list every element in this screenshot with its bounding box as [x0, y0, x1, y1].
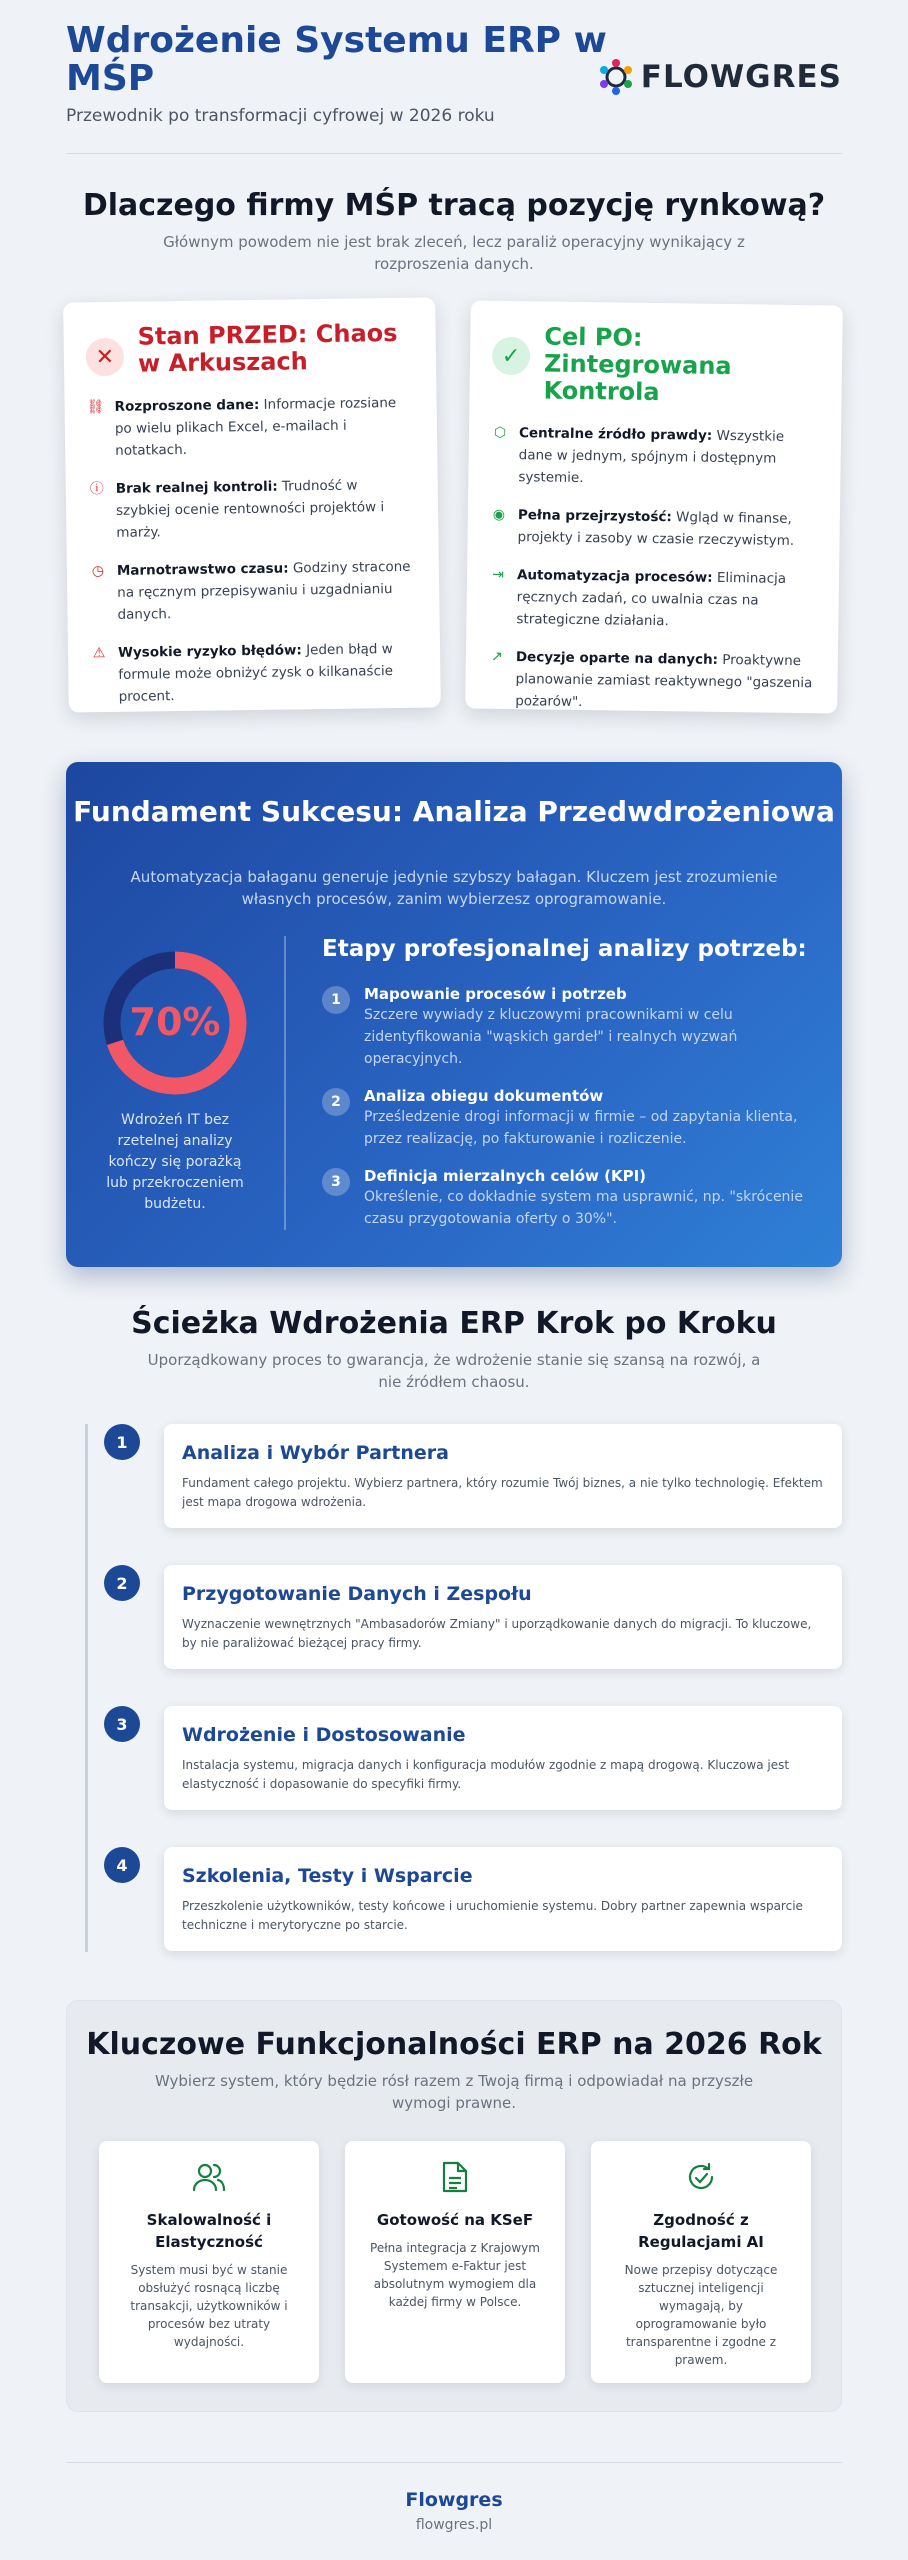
- timeline-step-number: 4: [104, 1847, 140, 1883]
- after-item-text: Eliminacja ręcznych zadań, co uwalnia czas na strategiczne działania.: [516, 569, 787, 630]
- after-item-label: Pełna przejrzystość:: [517, 507, 672, 526]
- analysis-step: [322, 984, 812, 1070]
- stat-caption: Wdrożeń IT bez rzetelnej analizy kończy się porażką lub przekroczeniem budżetu.: [106, 1112, 244, 1212]
- trending-up-icon: ↗: [490, 648, 503, 665]
- after-card: [465, 300, 843, 713]
- feature-desc: Pełna integracja z Krajowym Systemem e-Faktur jest absolutnym wymogiem dla każdej firmy w Polsce.: [370, 2241, 540, 2309]
- timeline-card-desc: Instalacja systemu, migracja danych i konfiguracja modułów zgodnie z mapą drogową. Kluczowa jest elastyczność i dopasowanie do specyfiki firmy.: [182, 1758, 790, 1791]
- timeline-card-desc: Fundament całego projektu. Wybierz partnera, który rozumie Twój biznes, a nie tylko technologię. Efektem jest mapa drogowa wdrożenia.: [182, 1476, 823, 1509]
- after-item: [487, 646, 816, 717]
- before-item-label: Rozproszone dane:: [114, 396, 260, 415]
- page-title: Wdrożenie Systemu ERP w MŚP: [66, 20, 607, 99]
- timeline-card-desc: Wyznaczenie wewnętrznych "Ambasadorów Zmiany" i uporządkowanie danych do migracji. To kluczowe, by nie paraliżować bieżącej pracy firmy.: [182, 1617, 812, 1650]
- users-icon: [115, 2161, 303, 2193]
- before-item: [90, 638, 419, 709]
- timeline-card-title: Analiza i Wybór Partnera: [182, 1442, 449, 1464]
- timeline-step-number: 2: [104, 1565, 140, 1601]
- features-title: Kluczowe Funkcjonalności ERP na 2026 Rok: [86, 2027, 822, 2062]
- brand-logo[interactable]: [595, 56, 842, 98]
- before-item-label: Brak realnej kontroli:: [115, 478, 278, 497]
- feature-desc: Nowe przepisy dotyczące sztucznej inteligencji wymagają, by oprogramowanie było transparentne i zgodne z prawem.: [624, 2263, 778, 2367]
- analysis-step: [322, 1086, 812, 1150]
- timeline-card: [164, 1565, 842, 1669]
- cube-icon: ⬡: [493, 424, 507, 441]
- analysis-step: [322, 1166, 812, 1230]
- close-icon: ✕: [86, 338, 125, 377]
- features-section: [66, 2000, 842, 2412]
- step-number: 1: [322, 986, 350, 1014]
- page-footer: [66, 2462, 842, 2533]
- analysis-step-title: Mapowanie procesów i potrzeb: [364, 985, 627, 1003]
- after-card-title: Cel PO: Zintegrowana Kontrola: [543, 322, 732, 407]
- after-card-header: [491, 323, 820, 409]
- timeline: [66, 1424, 842, 1954]
- timeline-line: [85, 1424, 88, 1952]
- analysis-step-desc: Prześledzenie drogi informacji w firmie – od zapytania klienta, przez realizację, po fakturowanie i rozliczenie.: [364, 1109, 798, 1147]
- why-title: Dlaczego firmy MŚP tracą pozycję rynkową?: [82, 188, 826, 223]
- after-item-text: Wgląd w finanse, projekty i zasoby w czasie rzeczywistym.: [517, 509, 795, 549]
- page-subtitle: Przewodnik po transformacji cyfrowej w 2026 roku: [66, 106, 495, 126]
- before-card-title: Stan PRZED: Chaos w Arkuszach: [137, 318, 398, 378]
- before-item-label: Wysokie ryzyko błędów:: [117, 642, 302, 661]
- analysis-step-title: Definicja mierzalnych celów (KPI): [364, 1167, 647, 1185]
- page-header: [66, 0, 842, 154]
- divider: [284, 936, 286, 1230]
- analysis-step-desc: Szczere wywiady z kluczowymi pracownikami w celu zidentyfikowania "wąskich gardeł" i realnych wyzwań operacyjnych.: [364, 1007, 738, 1067]
- after-item-label: Decyzje oparte na danych:: [515, 649, 719, 668]
- stat-value: 70%: [129, 1000, 221, 1044]
- timeline-card-desc: Przeszkolenie użytkowników, testy końcowe i uruchomienie systemu. Dobry partner zapewnia wsparcie techniczne i merytoryczne po starcie.: [182, 1899, 803, 1932]
- footer-brand: Flowgres: [405, 2489, 503, 2511]
- why-subtitle: Głównym powodem nie jest brak zleceń, lecz paraliż operacyjny wynikający z rozproszenia danych.: [163, 233, 745, 273]
- features-subtitle: Wybierz system, który będzie rósł razem z Twoją firmą i odpowiadał na przyszłe wymogi prawne.: [154, 2072, 754, 2112]
- arrow-right-icon: ⇥: [492, 566, 505, 583]
- before-after-cards: [63, 300, 845, 720]
- implementation-path-section: [66, 1306, 842, 1393]
- analysis-step-title: Analiza obiegu dokumentów: [364, 1087, 604, 1105]
- before-card: [63, 297, 441, 712]
- timeline-card: [164, 1424, 842, 1528]
- link-icon: ⛓: [86, 399, 105, 416]
- before-item-text: Trudność w szybkiej ocenie rentowności projektów i marży.: [115, 477, 385, 541]
- before-item: [89, 556, 418, 627]
- clock-icon: ◷: [91, 563, 105, 580]
- before-item-text: Jeden błąd w formule może obniżyć zysk o kilkanaście procent.: [118, 641, 394, 705]
- logo-mark-icon: [595, 56, 637, 98]
- foundation-title: Fundament Sukcesu: Analiza Przedwdrożeniowa: [73, 795, 835, 828]
- before-card-header: [85, 320, 414, 379]
- foundation-panel: [66, 762, 842, 1267]
- after-item: [488, 564, 817, 635]
- path-subtitle: Uporządkowany proces to gwarancja, że wdrożenie stanie się szansą na rozwój, a nie źródłem chaosu.: [147, 1351, 761, 1391]
- before-item-text: Informacje rozsiane po wielu plikach Excel, e-mailach i notatkach.: [114, 394, 397, 459]
- after-item-label: Automatyzacja procesów:: [516, 567, 713, 586]
- before-item-label: Marnotrawstwo czasu:: [116, 560, 289, 579]
- feature-desc: System musi być w stanie obsłużyć rosnącą liczbę transakcji, użytkowników i procesów bez utraty wydajności.: [130, 2263, 288, 2349]
- check-icon: ✓: [492, 337, 531, 376]
- timeline-card-title: Wdrożenie i Dostosowanie: [182, 1724, 466, 1746]
- step-number: 3: [322, 1168, 350, 1196]
- before-item: [88, 474, 417, 545]
- after-item: [490, 422, 819, 493]
- feature-title: Skalowalność i Elastyczność: [146, 2211, 272, 2251]
- before-item-text: Godziny stracone na ręcznym przepisywaniu i uzgadnianiu danych.: [117, 558, 411, 623]
- foundation-subtitle: Automatyzacja bałaganu generuje jedynie szybszy bałagan. Kluczem jest zrozumienie własnych procesów, zanim wybierzesz oprogramowanie.: [130, 868, 778, 908]
- before-item: [86, 392, 415, 463]
- feature-title: Zgodność z Regulacjami AI: [638, 2211, 764, 2251]
- logo-text: FLOWGRES: [640, 59, 842, 95]
- after-item-text: Proaktywne planowanie zamiast reaktywnego "gaszenia pożarów".: [515, 651, 813, 711]
- feature-card: [99, 2141, 319, 2383]
- shield-refresh-icon: [607, 2161, 795, 2193]
- feature-card: [591, 2141, 811, 2383]
- path-title: Ścieżka Wdrożenia ERP Krok po Kroku: [131, 1306, 777, 1341]
- warning-icon: ⚠: [92, 645, 106, 662]
- after-item-text: Wszystkie dane w jednym, spójnym i dostępnym systemie.: [518, 427, 785, 487]
- footer-link[interactable]: flowgres.pl: [415, 2517, 493, 2533]
- feature-title: Gotowość na KSeF: [376, 2211, 534, 2229]
- why-section: [66, 188, 842, 275]
- analysis-step-desc: Określenie, co dokładnie system ma usprawnić, np. "skrócenie czasu przygotowania oferty o 30%".: [364, 1189, 803, 1227]
- alert-circle-icon: ⓘ: [89, 481, 104, 498]
- timeline-step-number: 1: [104, 1424, 140, 1460]
- timeline-step-number: 3: [104, 1706, 140, 1742]
- after-item: [489, 504, 818, 553]
- timeline-card-title: Szkolenia, Testy i Wsparcie: [182, 1865, 473, 1887]
- feature-card: [345, 2141, 565, 2383]
- after-item-label: Centralne źródło prawdy:: [518, 425, 713, 444]
- document-icon: [361, 2161, 549, 2193]
- timeline-card-title: Przygotowanie Danych i Zespołu: [182, 1583, 532, 1605]
- eye-icon: ◉: [492, 506, 506, 523]
- step-number: 2: [322, 1088, 350, 1116]
- timeline-card: [164, 1847, 842, 1951]
- timeline-card: [164, 1706, 842, 1810]
- analysis-steps-title: Etapy profesjonalnej analizy potrzeb:: [322, 936, 807, 962]
